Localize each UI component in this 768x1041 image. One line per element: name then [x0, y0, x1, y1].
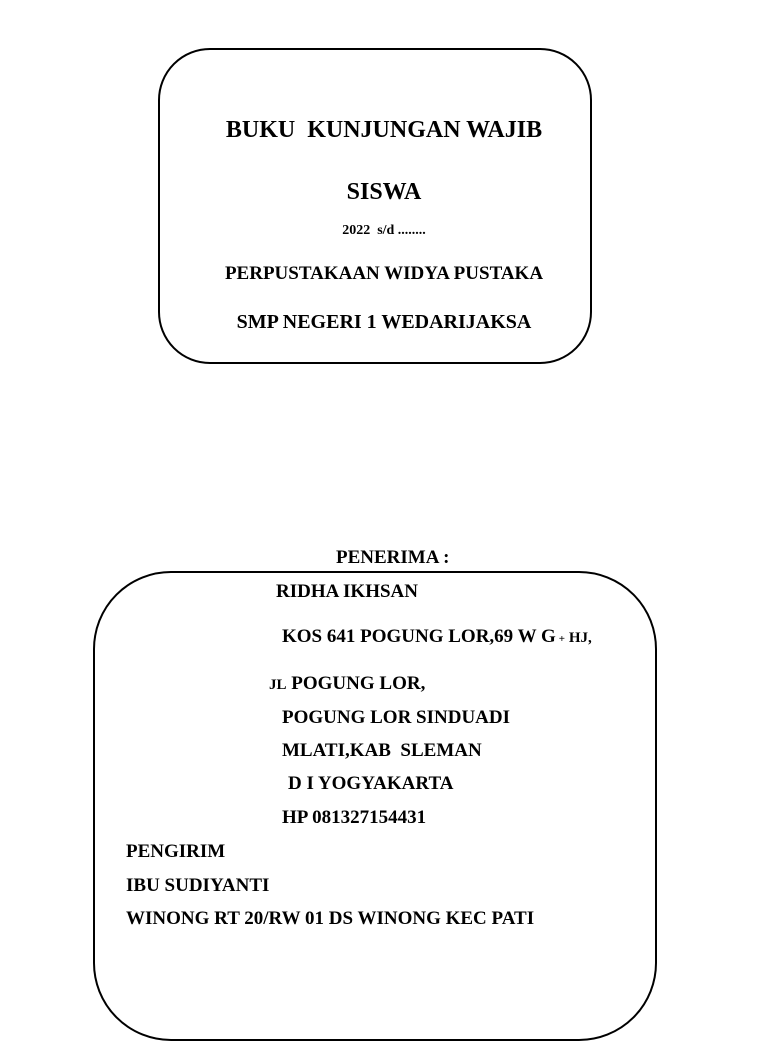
recipient-phone: HP 081327154431: [282, 807, 427, 828]
address-line-1-tail: HJ,: [565, 630, 592, 646]
address-line-2-main: POGUNG LOR,: [286, 673, 426, 694]
recipient-heading: PENERIMA :: [336, 547, 450, 568]
recipient-address-line-4: MLATI,KAB SLEMAN: [282, 740, 482, 761]
sender-address: WINONG RT 20/RW 01 DS WINONG KEC PATI: [126, 908, 535, 929]
sender-heading: PENGIRIM: [126, 841, 226, 862]
sender-name: IBU SUDIYANTI: [126, 875, 270, 896]
title-line-2: SISWA: [346, 179, 422, 205]
recipient-address-line-1: [282, 627, 592, 646]
library-name: PERPUSTAKAAN WIDYA PUSTAKA: [224, 263, 544, 284]
recipient-name: RIDHA IKHSAN: [276, 581, 418, 602]
recipient-address-line-5: D I YOGYAKARTA: [288, 773, 454, 794]
address-line-1-main: KOS 641 POGUNG LOR,69 W G: [282, 626, 556, 647]
recipient-address-line-3: POGUNG LOR SINDUADI: [282, 707, 511, 728]
recipient-address-line-2: [269, 674, 425, 693]
address-line-1-small: +: [558, 633, 566, 645]
address-line-2-prefix: JL: [269, 677, 287, 693]
title-line-1: BUKU KUNJUNGAN WAJIB: [225, 117, 543, 143]
period-text: 2022 s/d ........: [342, 223, 426, 238]
school-name: SMP NEGERI 1 WEDARIJAKSA: [236, 311, 532, 333]
